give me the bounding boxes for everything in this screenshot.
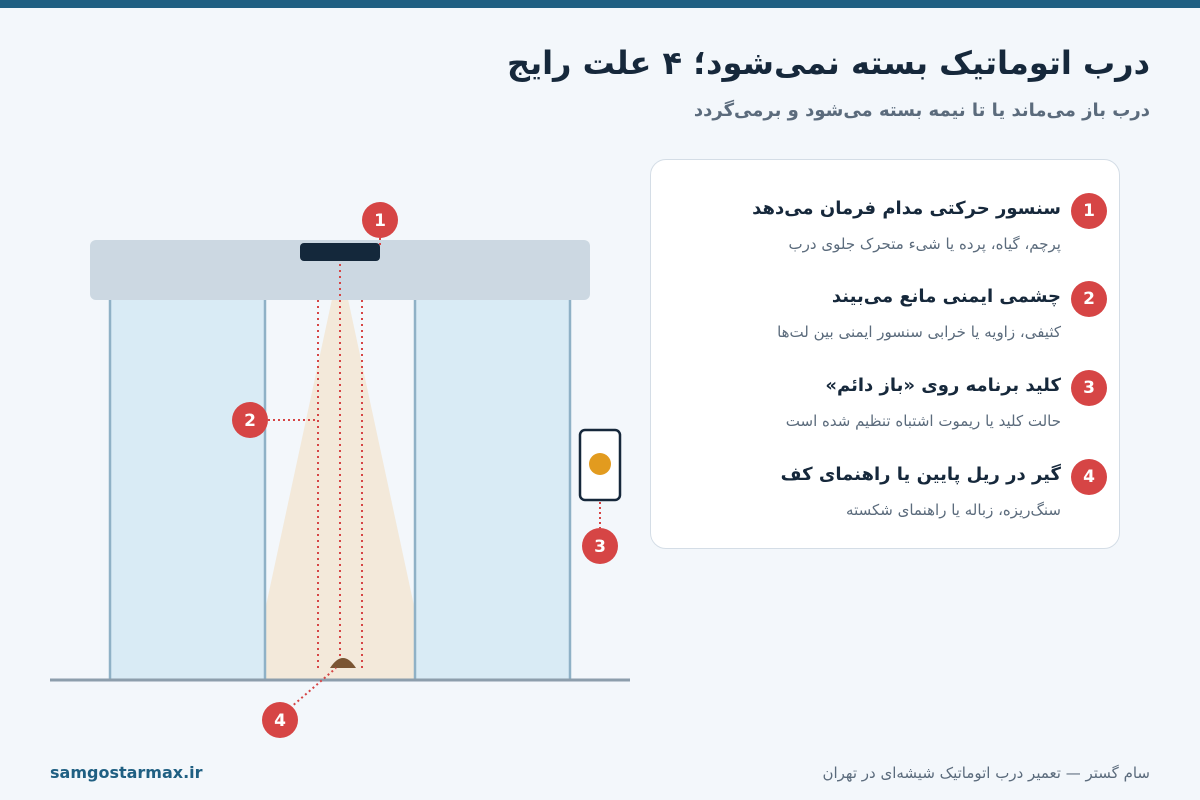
page-subtitle: درب باز می‌ماند یا تا نیمه بسته می‌شود و برمی‌گردد (693, 100, 1150, 121)
marker-4-label: 4 (274, 711, 286, 731)
cause-number-badge: 1 (1071, 193, 1107, 229)
page-title: درب اتوماتیک بسته نمی‌شود؛ ۴ علت رایج (507, 44, 1150, 82)
cause-title: گیر در ریل پایین یا راهنمای کف (780, 464, 1061, 485)
cause-description: سنگ‌ریزه، زباله یا راهنمای شکسته (846, 501, 1061, 519)
cause-number-badge: 4 (1071, 459, 1107, 495)
key-switch-button-icon (589, 453, 611, 475)
cause-item-2 (667, 281, 1107, 361)
cause-number-badge: 2 (1071, 281, 1107, 317)
cause-title: چشمی ایمنی مانع می‌بیند (831, 286, 1061, 307)
cause-item-1 (667, 193, 1107, 273)
marker-1 (362, 202, 398, 238)
footer-website: samgostarmax.ir (50, 763, 203, 782)
cause-description: حالت کلید یا ریموت اشتباه تنظیم شده است (785, 412, 1061, 430)
marker-3-label: 3 (594, 537, 606, 557)
cause-description: کثیفی، زاویه یا خرابی سنسور ایمنی بین لت‌ها (777, 323, 1061, 341)
cause-title: سنسور حرکتی مدام فرمان می‌دهد (752, 198, 1061, 219)
marker-1-label: 1 (374, 211, 386, 231)
cause-description: پرچم، گیاه، پرده یا شیء متحرک جلوی درب (788, 235, 1061, 253)
cause-item-4 (667, 459, 1107, 539)
cause-title: کلید برنامه روی «باز دائم» (825, 375, 1061, 396)
marker-3 (582, 528, 618, 564)
left-door-panel (110, 298, 265, 680)
marker-2-label: 2 (244, 411, 256, 431)
cause-item-3 (667, 370, 1107, 450)
cause-number-badge: 3 (1071, 370, 1107, 406)
right-door-panel (415, 298, 570, 680)
footer-credit: سام گستر — تعمیر درب اتوماتیک شیشه‌ای در تهران (822, 764, 1150, 782)
causes-card (650, 159, 1120, 549)
marker-2 (232, 402, 268, 438)
marker-4 (262, 702, 298, 738)
motion-sensor-icon (300, 243, 380, 261)
